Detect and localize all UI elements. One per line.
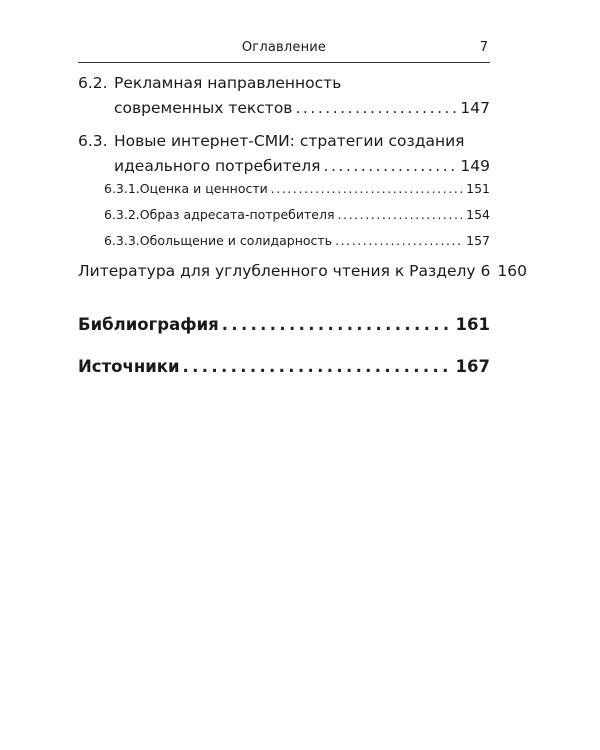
toc-entry-title-line2: современных текстов — [114, 99, 293, 117]
toc-entry-page: 167 — [455, 357, 490, 376]
toc-entry-page: 160 — [497, 262, 527, 280]
toc-entry-title: Литература для углубленного чтения к Разделу 6 — [78, 262, 491, 280]
page-number: 7 — [479, 40, 488, 55]
toc-entry-title: Библиография — [78, 315, 219, 334]
toc-entry-title-line1: Рекламная направленность — [114, 74, 342, 92]
toc-entry-number: 6.3.3. — [104, 233, 140, 248]
toc-entry-page: 161 — [455, 315, 490, 334]
dot-leader — [183, 357, 452, 376]
dot-leader — [271, 181, 462, 196]
toc-entry-number: 6.3.1. — [104, 181, 140, 196]
toc-entry-title: Источники — [78, 357, 180, 376]
toc-entry-number: 6.3. — [78, 132, 108, 150]
toc-entry-title-line1: Новые интернет-СМИ: стратегии создания — [114, 132, 465, 150]
toc-entry-title-line2: идеального потребителя — [114, 157, 321, 175]
dot-leader — [295, 99, 456, 117]
dot-leader — [335, 233, 462, 248]
toc-entry-page: 154 — [466, 207, 490, 222]
toc-entry-number: 6.3.2. — [104, 207, 140, 222]
toc-entry-page: 149 — [460, 157, 490, 175]
toc-entry-page: 147 — [460, 99, 490, 117]
toc-entry-title: Образ адресата-потребителя — [139, 207, 335, 222]
running-head — [78, 36, 490, 63]
toc-entry-title: Обольщение и солидарность — [139, 233, 333, 248]
toc-entry-number: 6.2. — [78, 74, 108, 92]
dot-leader — [222, 315, 452, 334]
toc-entry-title: Оценка и ценности — [139, 181, 268, 196]
toc-entry-page: 157 — [466, 233, 490, 248]
dot-leader — [324, 157, 457, 175]
dot-leader — [338, 207, 463, 222]
toc-entry-page: 151 — [466, 181, 490, 196]
running-head-title: Оглавление — [241, 40, 327, 55]
